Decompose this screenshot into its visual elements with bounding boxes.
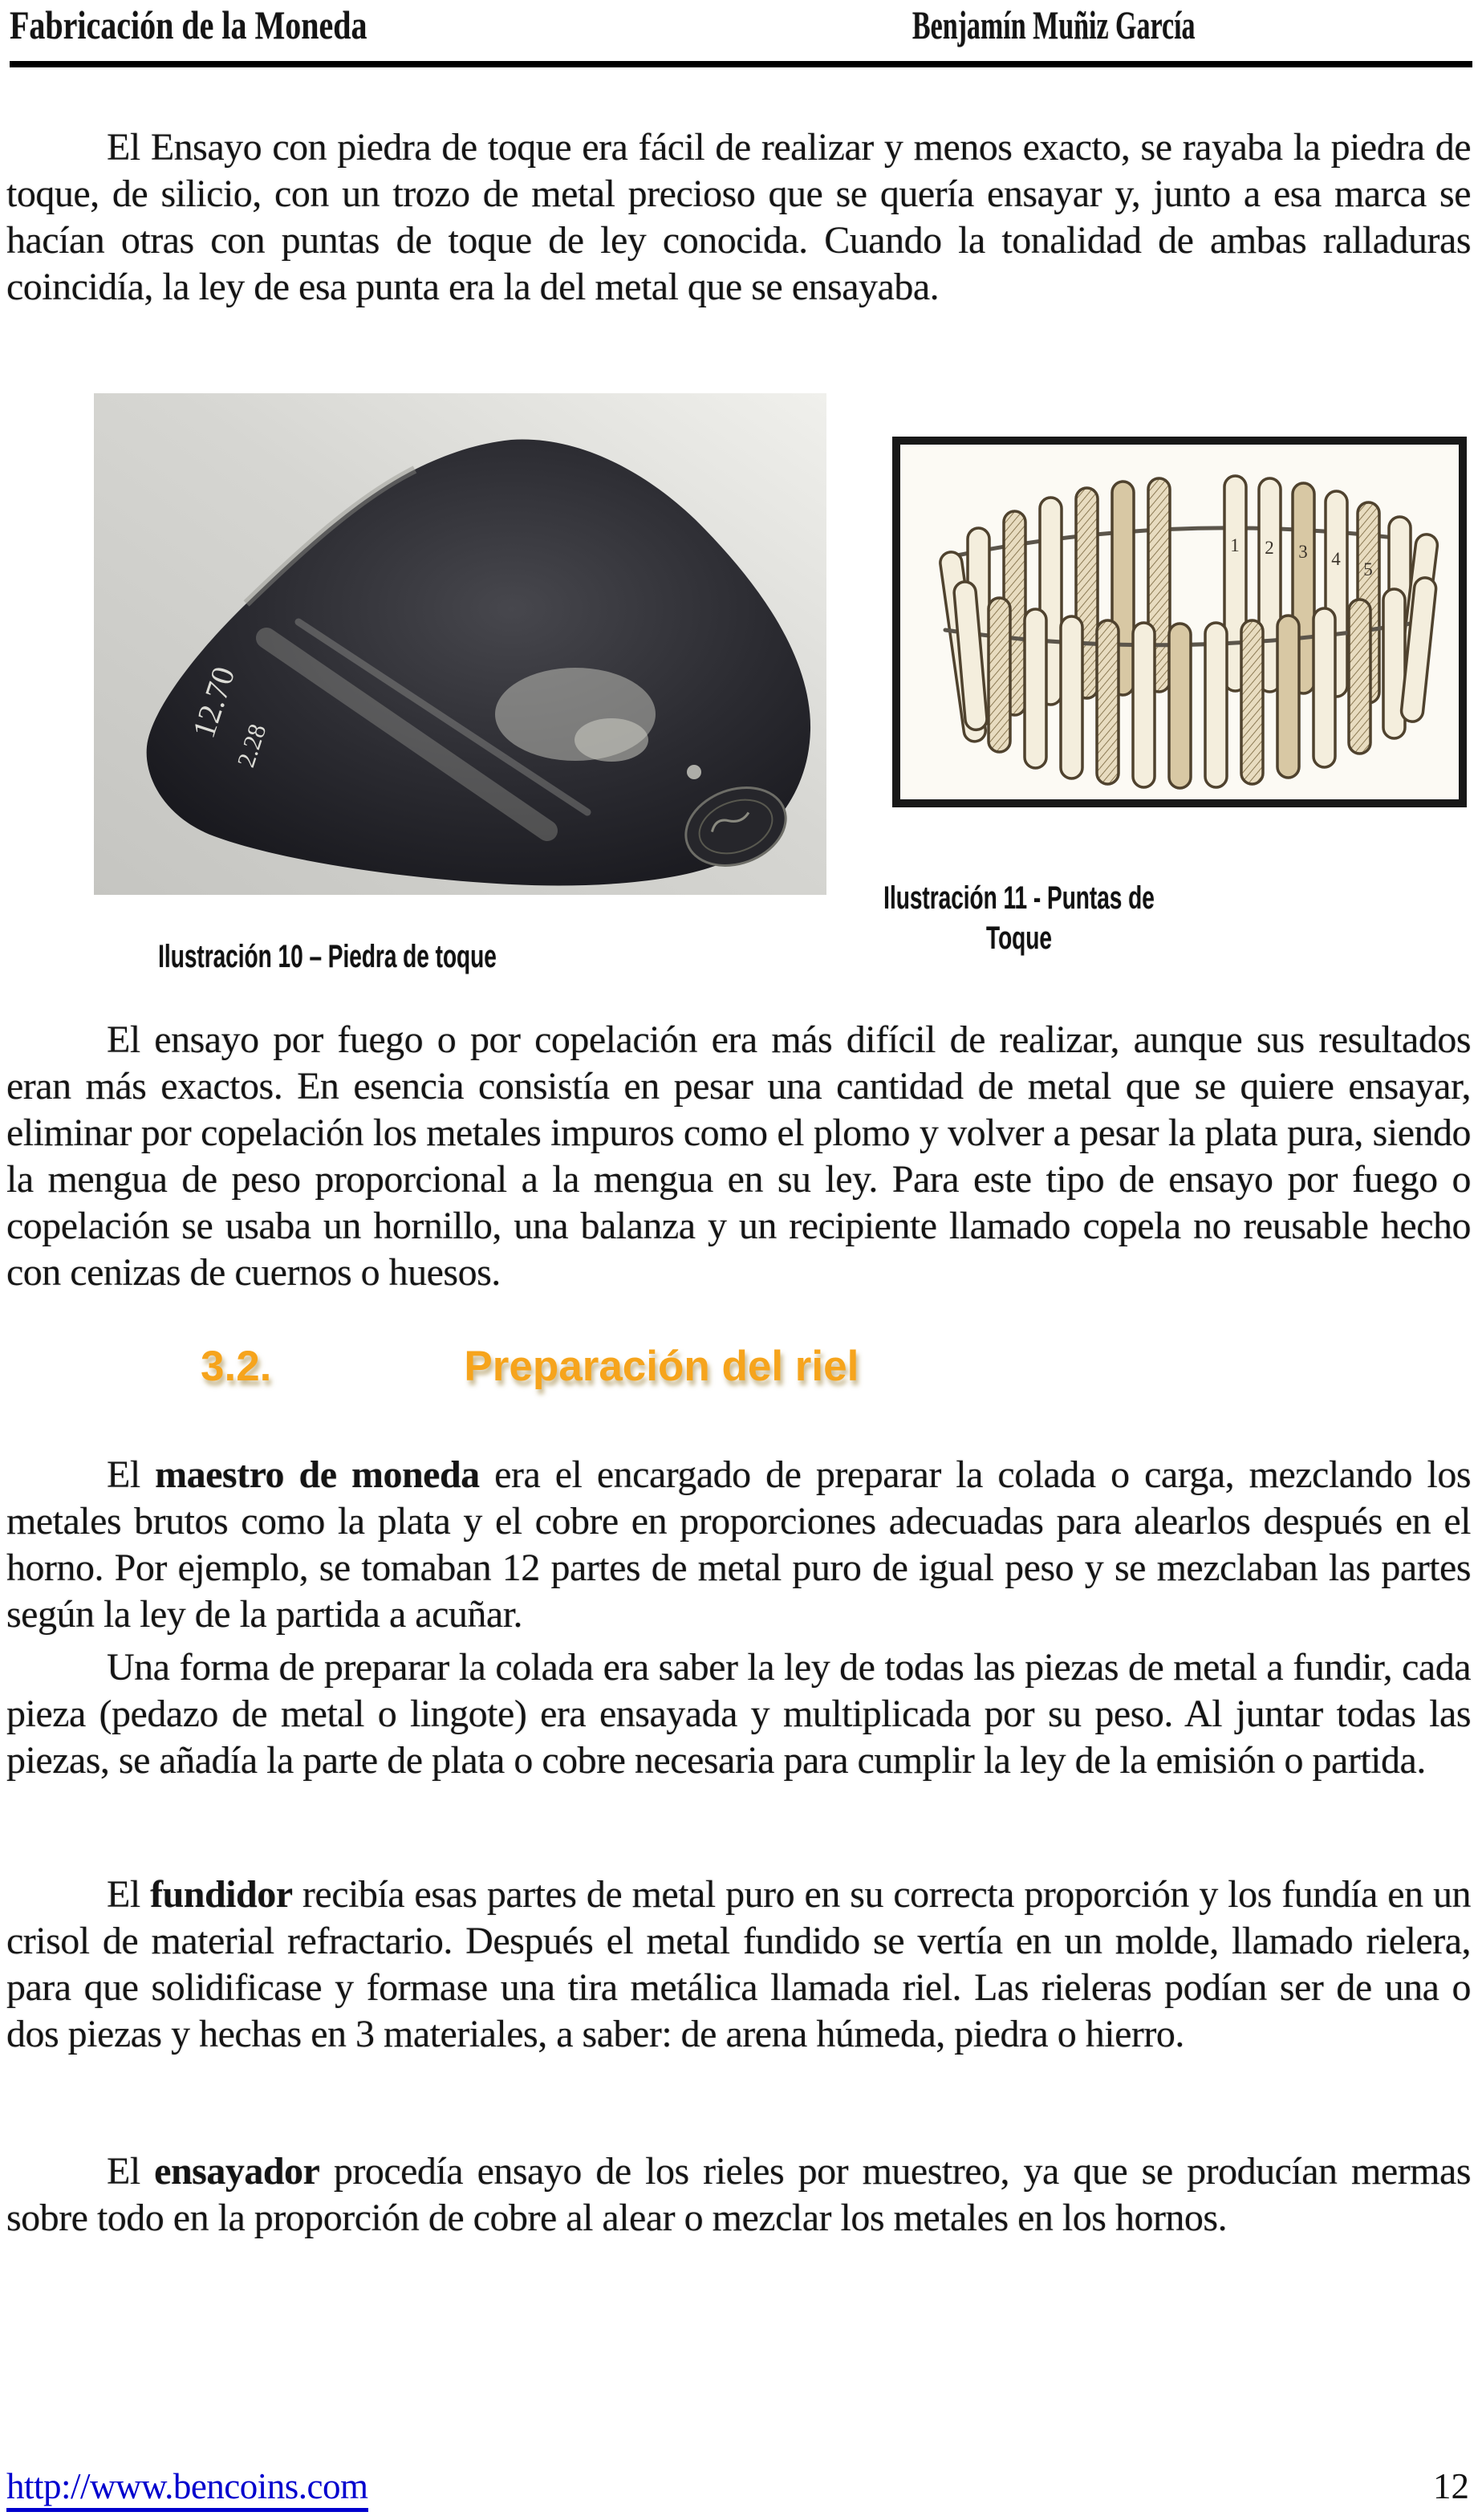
p5-rest: recibía esas partes de metal puro en su correcta proporción y los fundía en un crisol de material refractario. Después el metal fundido se vertía en un molde, llamado rielera, para que solidificase y formase una tira metálica llamada riel. Las rieleras podían ser de una o dos piezas y hechas en 3 materiales, a saber: de arena húmeda, piedra o hierro.: [6, 1873, 1472, 2055]
figure-11-caption-line1: Ilustración 11 - Puntas de: [883, 880, 1155, 916]
p3-bold-term: maestro de moneda: [155, 1453, 480, 1496]
figure-touchstone-photo: [94, 393, 826, 895]
needle-number-5: 5: [1363, 559, 1373, 579]
needle-number-4: 4: [1331, 549, 1341, 569]
scratch-dot: [687, 765, 701, 779]
paragraph-touchstone-assay: El Ensayo con piedra de toque era fácil de realizar y menos exacto, se rayaba la piedra de toque, de silicio, con un trozo de metal precioso que se quería ensayar y, junto a esa marca se hacían otras con puntas de toque de ley conocida. Cuando la tonalidad de ambas ralladuras coincidía, la ley de esa punta era la del metal que se ensayaba.: [6, 126, 1471, 308]
needle-number-1: 1: [1230, 535, 1240, 555]
figure-touch-needles-drawing: [889, 433, 1470, 817]
header-author: Benjamín Muñiz García: [912, 2, 1196, 47]
p5-prefix: El: [107, 1873, 151, 1916]
header-rule: [10, 61, 1472, 67]
figure-11-caption: [794, 878, 1244, 958]
p5-bold-term: fundidor: [150, 1873, 293, 1916]
paragraph-maestro-de-moneda: [6, 1452, 1471, 1638]
paragraph-cupellation-assay: El ensayo por fuego o por copelación era más difícil de realizar, aunque sus resultados eran más exactos. En esencia consistía en pesar una cantidad de metal que se quiere ensayar, eliminar por copelación los metales impuros como el plomo y volver a pesar la plata pura, siendo la mengua de peso proporcional a la mengua en su ley. Para este tipo de ensayo por fuego o copelación se usaba un hornillo, una balanza y un recipiente llamado copela no reusable hecho con cenizas de cuernos o huesos.: [6, 1018, 1471, 1294]
stone-marking-1: 12.70: [185, 662, 242, 742]
stone-marking-2: 2.28: [231, 720, 272, 771]
paragraph-fundidor: [6, 1872, 1471, 2058]
p6-bold-term: ensayador: [154, 2150, 320, 2193]
paragraph-colada-preparation: Una forma de preparar la colada era saber la ley de todas las piezas de metal a fundir, cada pieza (pedazo de metal o lingote) era ensayada y multiplicada por su peso. Al juntar todas las piezas, se añadía la parte de plata o cobre necesaria para cumplir la ley de la emisión o partida.: [6, 1646, 1471, 1782]
header-title: Fabricación de la Moneda: [10, 2, 367, 47]
p3-rest: era el encargado de preparar la colada o carga, mezclando los metales brutos como la plata y el cobre en proporciones adecuadas para alearlos después en el horno. Por ejemplo, se tomaban 12 partes de metal puro de igual peso y se mezclaban las partes según la ley de la partida a acuñar.: [6, 1453, 1471, 1636]
worn-patch-bright: [575, 718, 648, 762]
figure-10-caption: Ilustración 10 – Piedra de toque: [158, 939, 497, 974]
p6-rest: procedía ensayo de los rieles por muestreo, ya que se producían mermas sobre todo en la proporción de cobre al alear o mezclar los metales en los hornos.: [6, 2150, 1472, 2239]
paragraph-ensayador: [6, 2148, 1471, 2242]
needle-number-3: 3: [1298, 542, 1308, 562]
footer-link[interactable]: http://www.bencoins.com: [6, 2465, 368, 2512]
p3-prefix: El: [107, 1453, 156, 1496]
p6-prefix: El: [107, 2150, 155, 2193]
figure-11-caption-line2: Toque: [986, 921, 1052, 956]
section-heading: [201, 1342, 859, 1391]
page-number: 12: [1433, 2466, 1469, 2506]
section-number: 3.2.: [201, 1343, 272, 1390]
needle-number-2: 2: [1265, 538, 1274, 558]
section-title: Preparación del riel: [464, 1343, 859, 1390]
